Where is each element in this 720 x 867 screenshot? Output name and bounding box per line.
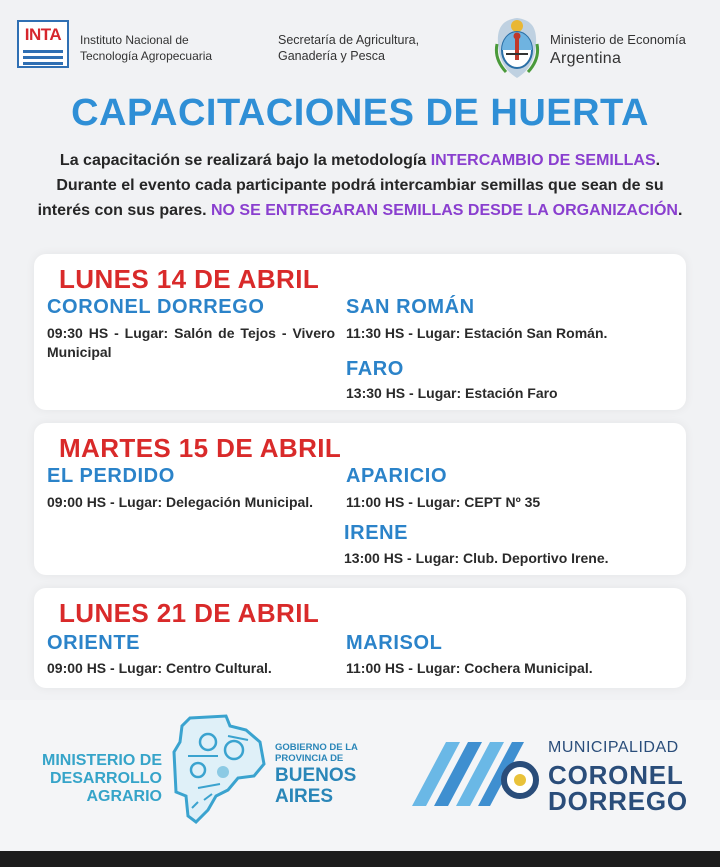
intro-paragraph: La capacitación se realizará bajo la metodología INTERCAMBIO DE SEMILLAS. Durante el evento cada participante podrá intercambiar semillas que sean de su interés con sus pares. NO SE ENTREGARAN SEMILLAS DESDE LA ORGANIZACIÓN. bbox=[37, 152, 683, 219]
intro-highlight-metodologia: INTERCAMBIO DE SEMILLAS bbox=[430, 152, 656, 169]
place-el-perdido: EL PERDIDO bbox=[47, 465, 175, 487]
place-irene: IRENE bbox=[344, 522, 409, 544]
ministerio-line1: Ministerio de Economía bbox=[550, 32, 686, 47]
card-date: LUNES 14 DE ABRIL bbox=[59, 264, 320, 294]
page-title: CAPACITACIONES DE HUERTA bbox=[71, 92, 649, 134]
municipalidad-label: MUNICIPALIDAD bbox=[548, 739, 679, 756]
municipalidad-logo-icon bbox=[412, 740, 542, 808]
detail-el-perdido: 09:00 HS - Lugar: Delegación Municipal. bbox=[47, 494, 314, 510]
schedule-card-lunes-21 bbox=[34, 588, 686, 688]
bottom-bar bbox=[0, 851, 720, 867]
secretaria-name: Secretaría de Agricultura, Ganadería y Pesca bbox=[278, 33, 420, 63]
inta-stripe bbox=[23, 62, 63, 65]
escudo-argentina-icon bbox=[492, 14, 542, 82]
place-san-roman: SAN ROMÁN bbox=[346, 296, 475, 318]
inta-stripe bbox=[23, 56, 63, 59]
detail-aparicio: 11:00 HS - Lugar: CEPT Nº 35 bbox=[346, 494, 541, 510]
detail-marisol: 11:00 HS - Lugar: Cochera Municipal. bbox=[346, 660, 593, 676]
place-marisol: MARISOL bbox=[346, 632, 443, 654]
schedule-card-martes-15 bbox=[34, 423, 686, 575]
intro-highlight-aviso: NO SE ENTREGARAN SEMILLAS DESDE LA ORGANIZACIÓN bbox=[210, 202, 678, 219]
place-faro: FARO bbox=[346, 358, 404, 380]
place-coronel-dorrego: CORONEL DORREGO bbox=[47, 296, 265, 318]
header-logos bbox=[0, 0, 720, 90]
schedule-card-lunes-14 bbox=[34, 254, 686, 410]
place-aparicio: APARICIO bbox=[346, 465, 448, 487]
place-oriente: ORIENTE bbox=[47, 632, 141, 654]
inta-stripe bbox=[23, 50, 63, 53]
detail-faro: 13:30 HS - Lugar: Estación Faro bbox=[346, 385, 558, 401]
inta-logo-text: INTA bbox=[24, 25, 62, 44]
ministerio-line2: Argentina bbox=[550, 50, 622, 67]
inta-logo bbox=[17, 20, 69, 68]
detail-oriente: 09:00 HS - Lugar: Centro Cultural. bbox=[47, 660, 272, 676]
coronel-label: CORONEL bbox=[548, 760, 684, 790]
card-date: MARTES 15 DE ABRIL bbox=[59, 433, 342, 463]
detail-irene: 13:00 HS - Lugar: Club. Deportivo Irene. bbox=[344, 550, 609, 566]
buenos-aires-map-icon bbox=[168, 712, 268, 828]
ministerio-desarrollo-agrario: MINISTERIO DE DESARROLLO AGRARIO bbox=[41, 752, 162, 805]
card-date: LUNES 21 DE ABRIL bbox=[59, 598, 320, 628]
buenos-aires-label: BUENOS AIRES bbox=[275, 765, 357, 807]
detail-coronel-dorrego: 09:30 HS - Lugar: Salón de Tejos - Vivero Municipal bbox=[47, 325, 335, 360]
dorrego-label: DORREGO bbox=[548, 786, 688, 816]
inta-name: Instituto Nacional de Tecnología Agropecuaria bbox=[80, 33, 213, 63]
gobierno-provincia-label: GOBIERNO DE LA PROVINCIA DE bbox=[275, 742, 358, 764]
detail-san-roman: 11:30 HS - Lugar: Estación San Román. bbox=[346, 325, 608, 341]
